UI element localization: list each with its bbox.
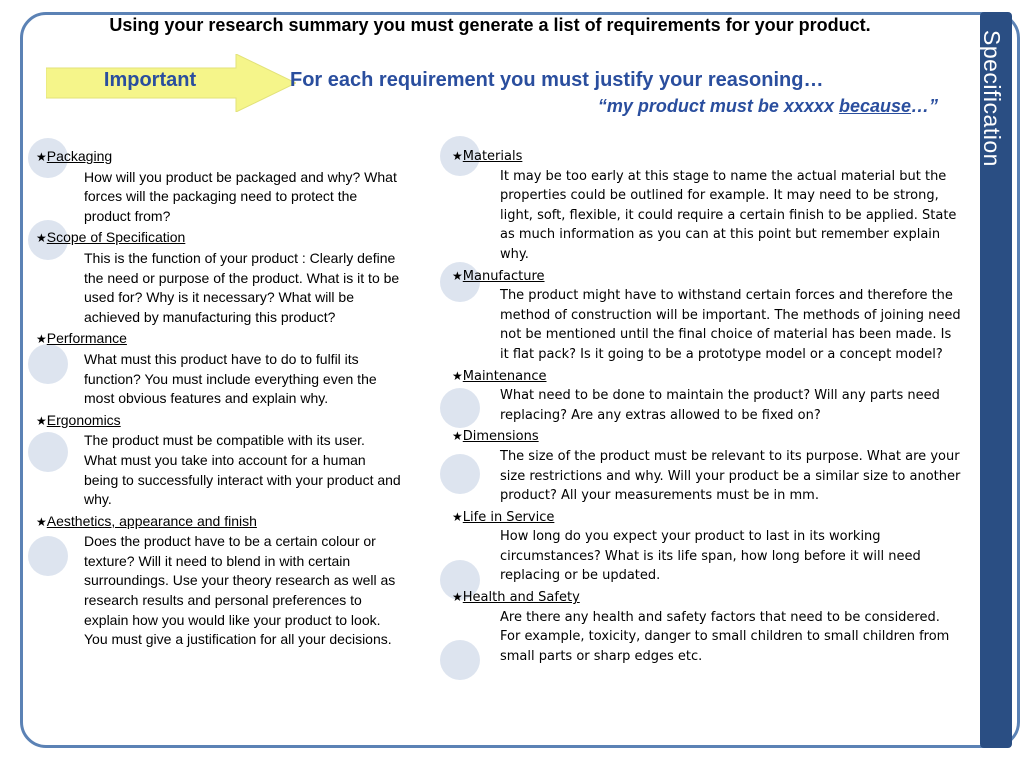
list-item (452, 267, 962, 365)
list-item (452, 367, 962, 426)
justify-instruction: For each requirement you must justify your reasoning… (290, 69, 824, 91)
star-icon: ★ (452, 268, 463, 283)
important-label: Important (103, 69, 197, 91)
requirement-body: It may be too early at this stage to name the actual material but the properties could be outlined for example. It may need to be strong, light, soft, flexible, it could require a certain finish to be applied. State as much information as you can at this point but remember explain why. (500, 168, 957, 262)
requirement-title: Life in Service (462, 509, 555, 525)
requirement-title: Manufacture (462, 268, 545, 284)
requirement-body: How long do you expect your product to last in its working circumstances? What is its life span, how long before it will need replacing or be updated. (500, 529, 921, 584)
list-item (36, 147, 401, 226)
page-title: Using your research summary you must generate a list of requirements for your product. (109, 15, 871, 35)
requirement-body: The product might have to withstand certain forces and therefore the method of construction will be important. The methods of joining need not be mentioned until the final choice of material has been made. Is it flat pack? Is it going to be a prototype model or a concept model? (500, 288, 961, 362)
requirement-title: Dimensions (462, 429, 539, 445)
star-icon: ★ (36, 514, 47, 529)
star-icon: ★ (452, 590, 463, 605)
requirement-title: Aesthetics, appearance and finish (46, 512, 257, 529)
right-requirements-list (452, 147, 962, 668)
requirement-title: Scope of Specification (46, 229, 186, 246)
star-icon: ★ (452, 368, 463, 383)
list-item (36, 228, 401, 327)
list-item (36, 411, 401, 510)
quote-prefix: “my product must be xxxxx (597, 96, 839, 116)
requirement-body: This is the function of your product : Clearly define the need or purpose of the product. What is it to be used for? Why is it necessary? What will be achieved by manufacturing this product? (84, 249, 400, 325)
star-icon: ★ (36, 231, 47, 246)
sidebar-title: Specification (979, 30, 1005, 167)
requirement-body: What need to be done to maintain the product? Will any parts need replacing? Are any extras allowed to be fixed on? (500, 388, 940, 423)
requirement-body: How will you product be packaged and why? What forces will the packaging need to protect the product from? (84, 168, 397, 224)
list-item (452, 588, 962, 666)
star-icon: ★ (36, 413, 47, 428)
requirement-body: The product must be compatible with its user. What must you take into account for a human being to successfully interact with your product and why. (84, 432, 401, 508)
requirement-body: Are there any health and safety factors that need to be considered. For example, toxicity, danger to small children to small children from small parts or sharp edges etc. (500, 609, 950, 664)
requirement-title: Performance (46, 330, 127, 347)
star-icon: ★ (36, 150, 47, 164)
list-item (452, 147, 962, 265)
requirement-title: Health and Safety (462, 590, 580, 606)
quote-instruction (598, 96, 938, 117)
requirement-body: The size of the product must be relevant to its purpose. What are your size restrictions and why. Will your product be a similar size to another product? All your measurements must be in mm. (500, 448, 961, 504)
list-item (36, 329, 401, 408)
requirement-title: Maintenance (462, 368, 547, 384)
requirement-title: Ergonomics (46, 411, 121, 428)
requirement-title: Materials (462, 149, 523, 164)
star-icon: ★ (452, 429, 463, 444)
requirement-body: Does the product have to be a certain colour or texture? Will it need to blend in with certain surroundings. Use your theory research as well as research results and personal preferences to explain how you would like your product to look. You must give a justification for all your decisions. (84, 533, 396, 648)
list-item (452, 427, 962, 505)
requirement-title: Packaging (46, 148, 113, 164)
list-item (452, 508, 962, 586)
quote-suffix: …” (911, 96, 938, 116)
requirement-body: What must this product have to do to fulfil its function? You must include everything even the most obvious features and explain why. (84, 350, 377, 407)
left-requirements-list (36, 147, 401, 652)
star-icon: ★ (452, 149, 463, 163)
star-icon: ★ (452, 509, 463, 524)
quote-because: because (838, 96, 911, 116)
star-icon: ★ (36, 332, 47, 347)
list-item (36, 512, 401, 650)
